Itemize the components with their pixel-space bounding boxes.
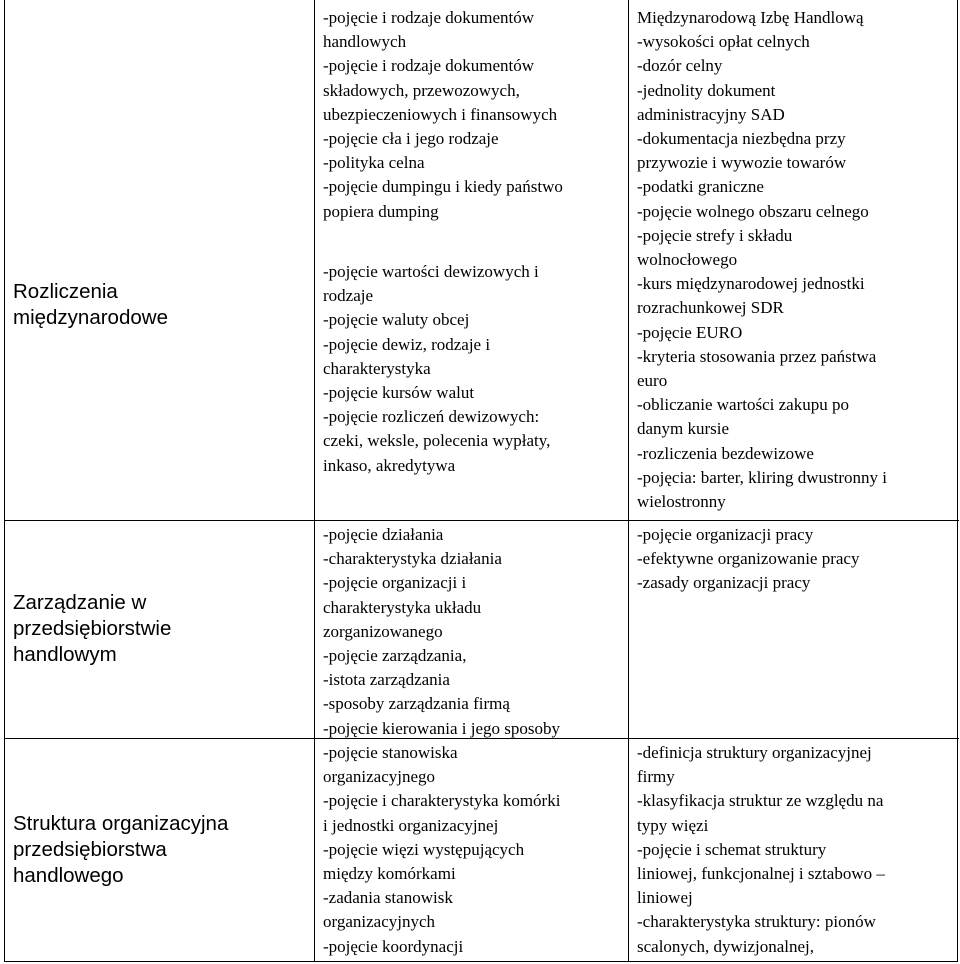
list-item: liniowej, funkcjonalnej i sztabowo –: [637, 864, 885, 884]
content-cell: [629, 520, 959, 738]
section-title-cell: [5, 0, 314, 520]
content-cell: [315, 520, 628, 738]
content-list: [637, 741, 953, 959]
list-item: -pojęcie wartości dewizowych i: [323, 262, 539, 282]
list-item: -pojęcie i rodzaje dokumentów: [323, 8, 535, 27]
column-divider: [628, 0, 629, 961]
list-item: charakterystyka: [323, 358, 431, 378]
list-spacer: [323, 248, 622, 260]
list-item: -pojęcie organizacji pracy: [637, 525, 814, 544]
row-divider: [5, 738, 959, 739]
section-title-line: międzynarodowe: [13, 306, 168, 329]
list-item: -pojęcie kierowania i jego sposoby: [323, 718, 560, 738]
list-item: -pojęcie waluty obcej: [323, 310, 470, 330]
list-item: -pojęcie strefy i składu: [637, 225, 793, 245]
list-item: popiera dumping: [323, 201, 439, 221]
list-item: -pojęcie stanowiska: [323, 743, 458, 762]
content-list: [637, 6, 953, 514]
list-item: danym kursie: [637, 419, 730, 439]
content-cell: [629, 0, 959, 520]
content-list: [323, 741, 622, 959]
list-item: -pojęcie więzi występujących: [323, 839, 525, 859]
list-item: zorganizowanego: [323, 621, 443, 641]
list-item: -pojęcia: barter, kliring dwustronny i: [637, 467, 888, 487]
list-item: rodzaje: [323, 286, 374, 306]
list-item: handlowych: [323, 32, 407, 52]
list-item: -pojęcie i rodzaje dokumentów: [323, 56, 535, 76]
list-item: -pojęcie dewiz, rodzaje i: [323, 334, 491, 354]
list-item: -charakterystyka działania: [323, 549, 502, 569]
list-item: -pojęcie koordynacji: [323, 936, 464, 956]
section-title-line: Struktura organizacyjna: [13, 812, 229, 835]
list-item: firmy: [637, 767, 675, 787]
list-item: Międzynarodową Izbę Handlową: [637, 8, 864, 27]
list-item: -pojęcie działania: [323, 525, 444, 544]
list-item: składowych, przewozowych,: [323, 80, 520, 100]
content-cell: [629, 738, 959, 962]
list-item: i jednostki organizacyjnej: [323, 815, 499, 835]
section-title-line: handlowego: [13, 864, 124, 887]
list-item: administracyjny SAD: [637, 104, 785, 124]
list-spacer: [323, 224, 622, 248]
list-item: rozrachunkowej SDR: [637, 298, 784, 318]
list-item: -pojęcie rozliczeń dewizowych:: [323, 407, 540, 427]
section-title-line: handlowym: [13, 643, 117, 666]
section-title-line: przedsiębiorstwie: [13, 617, 172, 640]
list-item: czeki, weksle, polecenia wypłaty,: [323, 431, 551, 451]
list-item: -pojęcie i schemat struktury: [637, 839, 827, 859]
list-item: -efektywne organizowanie pracy: [637, 549, 860, 569]
list-item: -definicja struktury organizacyjnej: [637, 743, 872, 762]
content-list: [323, 523, 622, 741]
list-item: -charakterystyka struktury: pionów: [637, 912, 876, 932]
list-item: -pojęcie EURO: [637, 322, 743, 342]
list-item: -dozór celny: [637, 56, 723, 76]
list-item: -pojęcie zarządzania,: [323, 646, 467, 666]
section-title: [13, 590, 171, 668]
section-title-line: przedsiębiorstwa: [13, 838, 167, 861]
content-list: [637, 523, 953, 596]
list-item: ubezpieczeniowych i finansowych: [323, 104, 558, 124]
list-item: -jednolity dokument: [637, 80, 776, 100]
list-item: wolnocłowego: [637, 250, 738, 270]
list-item: inkaso, akredytywa: [323, 455, 456, 475]
list-item: -podatki graniczne: [637, 177, 764, 197]
content-cell: [315, 0, 628, 520]
list-item: -obliczanie wartości zakupu po: [637, 395, 849, 415]
list-item: euro: [637, 371, 668, 391]
list-item: -sposoby zarządzania firmą: [323, 694, 510, 714]
list-item: liniowej: [637, 888, 693, 908]
section-title: [13, 279, 168, 331]
list-item: -rozliczenia bezdewizowe: [637, 443, 814, 463]
list-item: -pojęcie i charakterystyka komórki: [323, 791, 561, 811]
table-row: [5, 738, 959, 962]
section-title-cell: [5, 738, 314, 962]
list-item: -kurs międzynarodowej jednostki: [637, 274, 865, 294]
section-title-cell: [5, 520, 314, 738]
curriculum-table: [4, 0, 958, 962]
table-row: [5, 0, 959, 520]
section-title-line: Rozliczenia: [13, 280, 118, 303]
list-item: -klasyfikacja struktur ze względu na: [637, 791, 884, 811]
list-item: -kryteria stosowania przez państwa: [637, 346, 877, 366]
list-item: wielostronny: [637, 492, 726, 512]
list-item: typy więzi: [637, 815, 709, 835]
list-item: organizacyjnego: [323, 767, 436, 787]
list-item: -polityka celna: [323, 153, 425, 173]
list-item: charakterystyka układu: [323, 597, 482, 617]
table-row: [5, 520, 959, 738]
list-item: -pojęcie kursów walut: [323, 383, 475, 403]
list-item: -pojęcie wolnego obszaru celnego: [637, 201, 869, 221]
content-list: [323, 6, 622, 478]
list-item: -pojęcie organizacji i: [323, 573, 467, 593]
list-item: -wysokości opłat celnych: [637, 32, 810, 52]
list-item: -zadania stanowisk: [323, 888, 453, 908]
list-item: między komórkami: [323, 864, 456, 884]
section-title-line: Zarządzanie w: [13, 591, 147, 614]
list-item: -pojęcie dumpingu i kiedy państwo: [323, 177, 563, 197]
list-item: organizacyjnych: [323, 912, 436, 932]
list-item: -zasady organizacji pracy: [637, 573, 811, 593]
list-item: -istota zarządzania: [323, 670, 450, 690]
list-item: -pojęcie cła i jego rodzaje: [323, 129, 499, 149]
section-title: [13, 811, 228, 889]
content-cell: [315, 738, 628, 962]
list-item: przywozie i wywozie towarów: [637, 153, 847, 173]
list-item: scalonych, dywizjonalnej,: [637, 936, 815, 956]
row-divider: [5, 520, 959, 521]
list-item: -dokumentacja niezbędna przy: [637, 129, 846, 149]
column-divider: [314, 0, 315, 961]
